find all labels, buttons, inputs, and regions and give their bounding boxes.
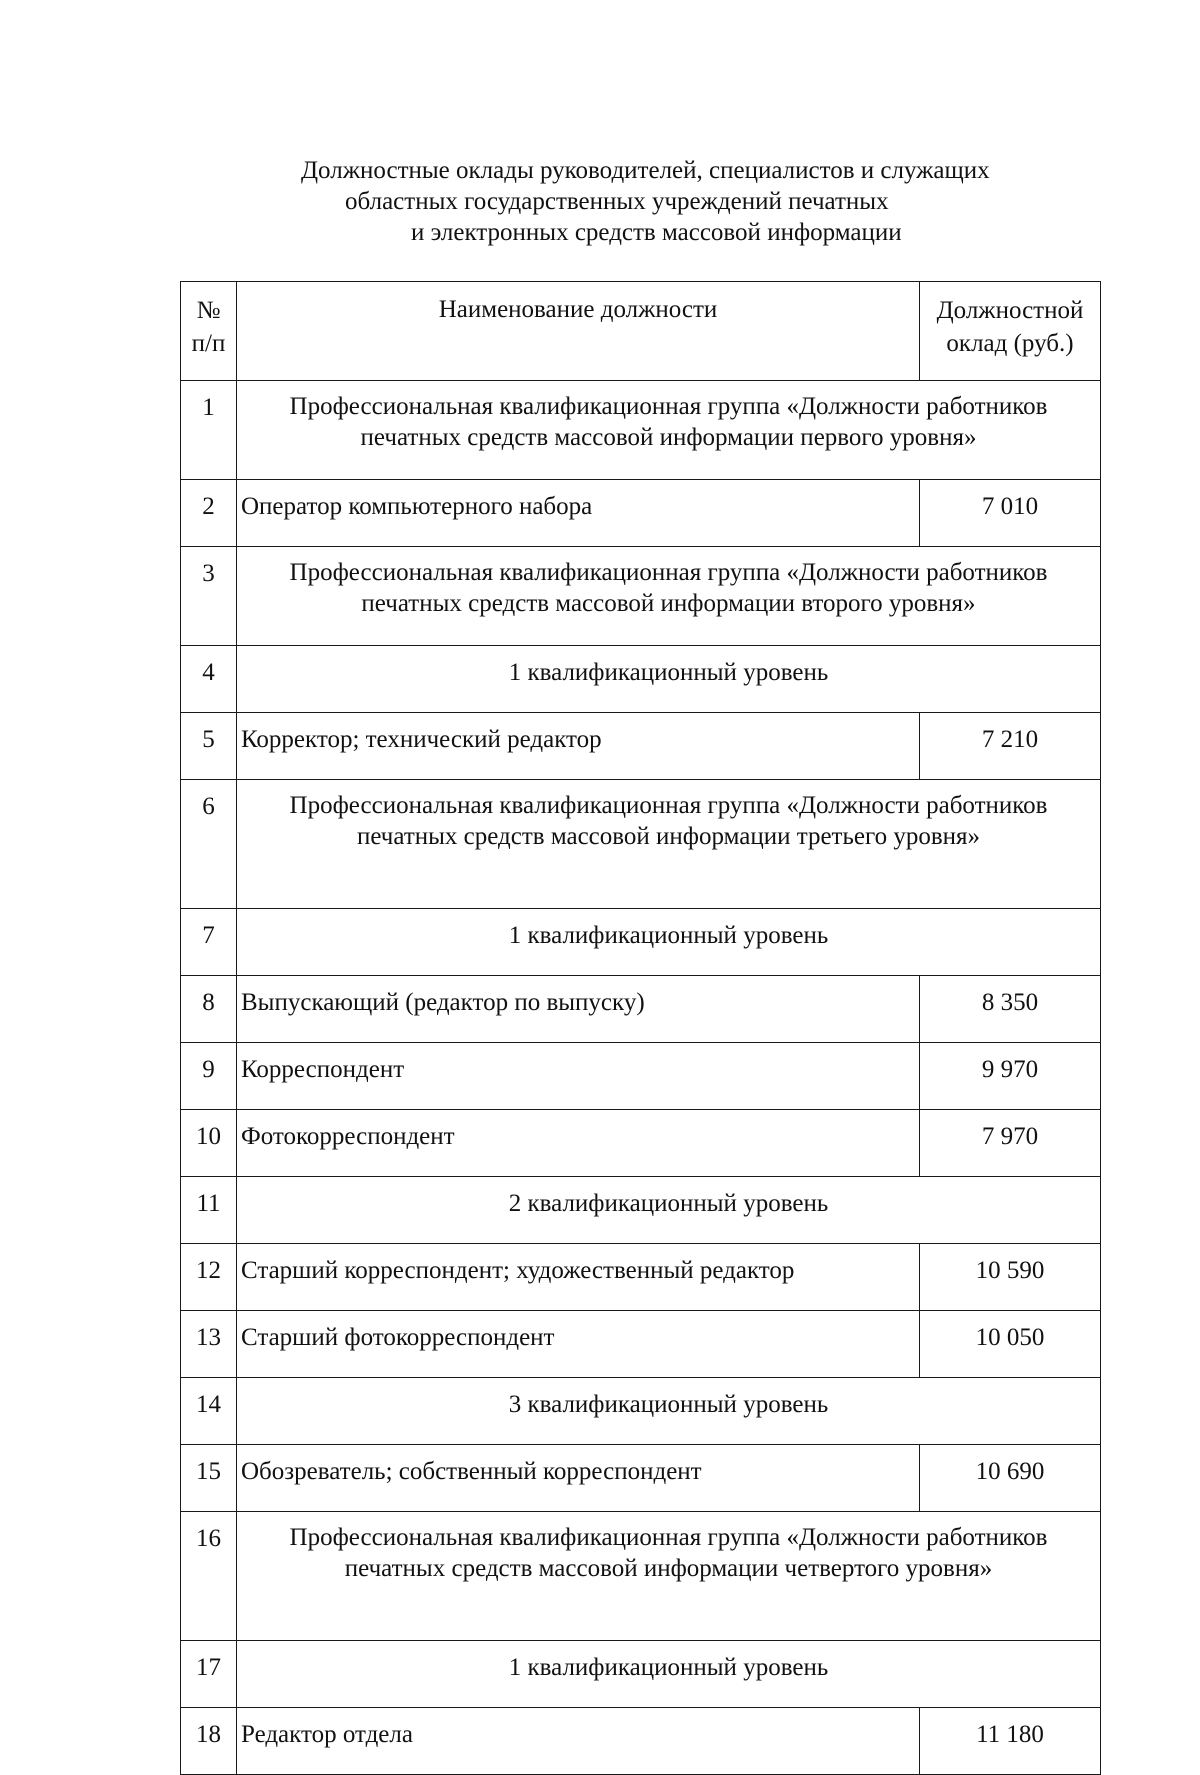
table-row [181,480,1101,547]
qualification-level: 1 квалификационный уровень [237,909,1101,976]
row-number: 13 [181,1311,237,1378]
table-row [181,1043,1101,1110]
table-row [181,1512,1101,1641]
table-row [181,976,1101,1043]
row-number: 9 [181,1043,237,1110]
row-number: 2 [181,480,237,547]
salary-value: 7 210 [920,713,1101,780]
salary-value: 10 690 [920,1445,1101,1512]
row-number: 15 [181,1445,237,1512]
table-row [181,646,1101,713]
qualification-level: 1 квалификационный уровень [237,646,1101,713]
salary-value: 10 050 [920,1311,1101,1378]
table-row [181,547,1101,646]
title-line-3: и электронных средств массовой информации [411,219,902,246]
qualification-group: Профессиональная квалификационная группа «Должности работников печатных средств массовой информации четвертого уровня» [237,1512,1101,1641]
header-salary-line2: оклад (руб.) [946,330,1074,357]
salary-table [180,281,1101,1775]
position-name: Старший корреспондент; художественный редактор [237,1244,920,1311]
header-position: Наименование должности [237,282,920,381]
row-number: 11 [181,1177,237,1244]
qualification-level: 3 квалификационный уровень [237,1378,1101,1445]
position-name: Выпускающий (редактор по выпуску) [237,976,920,1043]
table-row [181,1708,1101,1775]
row-number: 8 [181,976,237,1043]
header-number-abbr: п/п [191,330,226,357]
title-line-1: Должностные оклады руководителей, специалистов и служащих [301,157,990,184]
table-row [181,1110,1101,1177]
row-number: 10 [181,1110,237,1177]
table-row [181,1378,1101,1445]
table-row [181,1311,1101,1378]
header-number [181,282,237,381]
position-name: Обозреватель; собственный корреспондент [237,1445,920,1512]
title-line-2: областных государственных учреждений печатных [345,188,889,215]
position-name: Оператор компьютерного набора [237,480,920,547]
row-number: 1 [181,381,237,480]
position-name: Старший фотокорреспондент [237,1311,920,1378]
qualification-level: 2 квалификационный уровень [237,1177,1101,1244]
header-salary-line1: Должностной [936,297,1084,324]
table-row [181,1641,1101,1708]
row-number: 6 [181,780,237,909]
row-number: 5 [181,713,237,780]
table-header-row [181,282,1101,381]
header-salary [920,282,1101,381]
row-number: 14 [181,1378,237,1445]
table-row [181,780,1101,909]
position-name: Корректор; технический редактор [237,713,920,780]
salary-value: 11 180 [920,1708,1101,1775]
salary-value: 9 970 [920,1043,1101,1110]
table-row [181,1177,1101,1244]
row-number: 16 [181,1512,237,1641]
row-number: 17 [181,1641,237,1708]
row-number: 4 [181,646,237,713]
row-number: 18 [181,1708,237,1775]
salary-value: 7 970 [920,1110,1101,1177]
row-number: 7 [181,909,237,976]
header-number-symbol: № [196,297,221,324]
table-row [181,713,1101,780]
table-row [181,1244,1101,1311]
qualification-level: 1 квалификационный уровень [237,1641,1101,1708]
table-row [181,909,1101,976]
position-name: Фотокорреспондент [237,1110,920,1177]
salary-value: 10 590 [920,1244,1101,1311]
salary-value: 7 010 [920,480,1101,547]
position-name: Редактор отдела [237,1708,920,1775]
qualification-group: Профессиональная квалификационная группа «Должности работников печатных средств массовой информации третьего уровня» [237,780,1101,909]
position-name: Корреспондент [237,1043,920,1110]
row-number: 12 [181,1244,237,1311]
table-row [181,1445,1101,1512]
table-row [181,381,1101,480]
row-number: 3 [181,547,237,646]
qualification-group: Профессиональная квалификационная группа «Должности работников печатных средств массовой информации первого уровня» [237,381,1101,480]
qualification-group: Профессиональная квалификационная группа «Должности работников печатных средств массовой информации второго уровня» [237,547,1101,646]
salary-value: 8 350 [920,976,1101,1043]
